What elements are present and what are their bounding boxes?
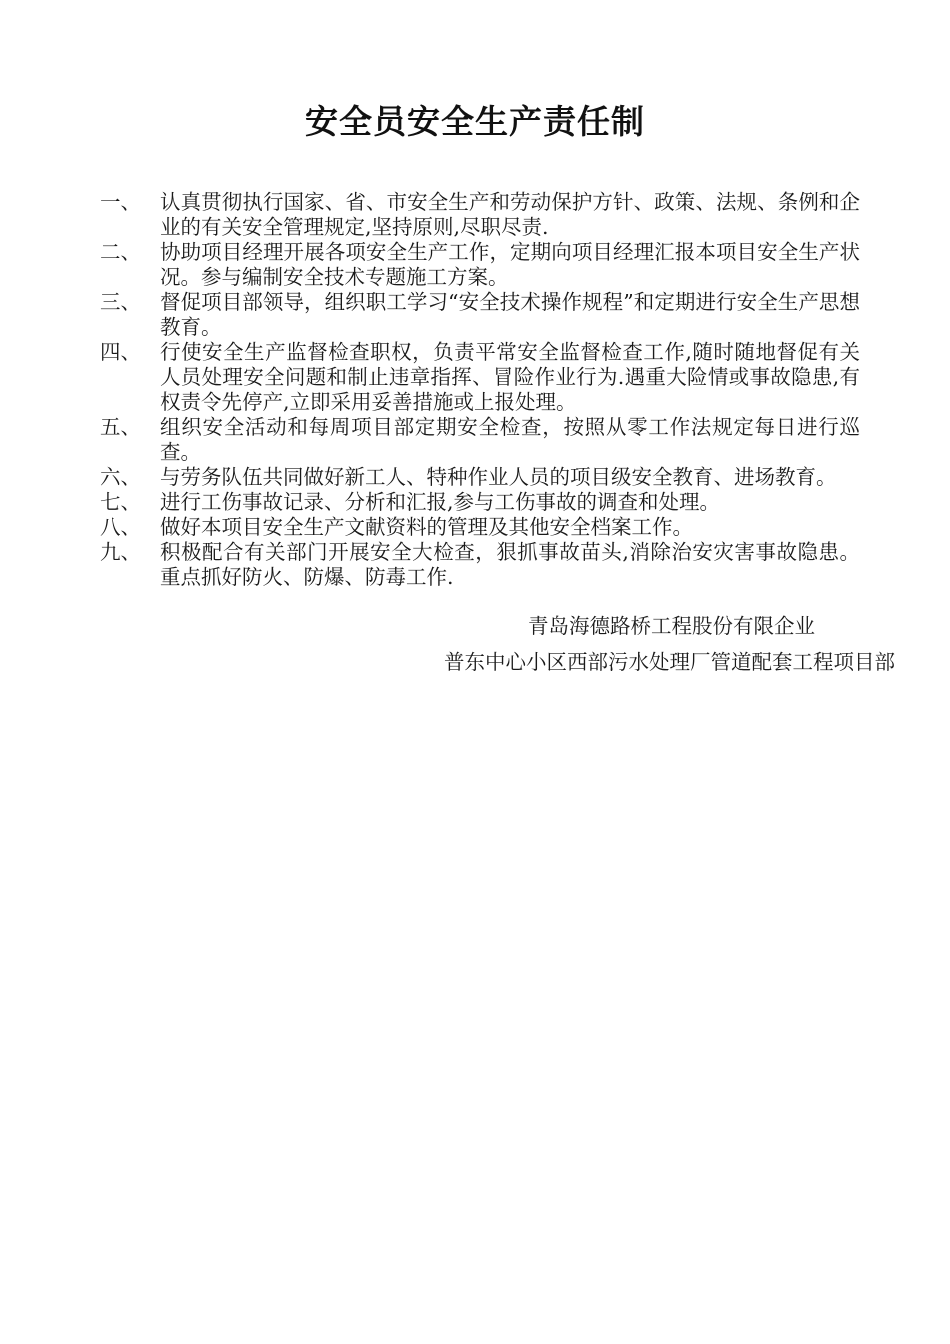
document-title: 安全员安全生产责任制 — [305, 102, 645, 141]
list-item — [100, 465, 860, 490]
item-text: 与劳务队伍共同做好新工人、特种作业人员的项目级安全教育、进场教育。 — [160, 465, 837, 489]
project-department: 普东中心小区西部污水处理厂管道配套工程项目部 — [444, 650, 895, 674]
list-item — [100, 290, 860, 340]
item-number: 一、 — [100, 190, 141, 214]
responsibility-list — [100, 190, 860, 590]
item-number: 四、 — [100, 340, 141, 364]
list-item — [100, 415, 860, 465]
item-number: 三、 — [100, 290, 141, 314]
list-item — [100, 190, 860, 240]
list-item — [100, 540, 860, 590]
item-text: 组织安全活动和每周项目部定期安全检查，按照从零工作法规定每日进行巡查。 — [160, 415, 860, 464]
item-text: 协助项目经理开展各项安全生产工作，定期向项目经理汇报本项目安全生产状况。参与编制安全技术专题施工方案。 — [160, 240, 860, 289]
list-item — [100, 240, 860, 290]
item-text: 认真贯彻执行国家、省、市安全生产和劳动保护方针、政策、法规、条例和企业的有关安全管理规定,坚持原则,尽职尽责. — [160, 190, 860, 239]
item-number: 六、 — [100, 465, 141, 489]
organization-name: 青岛海德路桥工程股份有限企业 — [528, 614, 815, 638]
item-number: 九、 — [100, 540, 141, 564]
item-number: 七、 — [100, 490, 141, 514]
item-text: 积极配合有关部门开展安全大检查，狠抓事故苗头,消除治安灾害事故隐患。重点抓好防火、防爆、防毒工作. — [160, 540, 860, 589]
item-text: 进行工伤事故记录、分析和汇报,参与工伤事故的调查和处理。 — [160, 490, 721, 514]
item-number: 二、 — [100, 240, 141, 264]
item-text: 做好本项目安全生产文献资料的管理及其他安全档案工作。 — [160, 515, 693, 539]
item-text: 行使安全生产监督检查职权，负责平常安全监督检查工作,随时随地督促有关人员处理安全问题和制止违章指挥、冒险作业行为.遇重大险情或事故隐患,有权责令先停产,立即采用妥善措施或上报处理。 — [160, 340, 860, 414]
list-item — [100, 490, 860, 515]
item-number: 八、 — [100, 515, 141, 539]
list-item — [100, 515, 860, 540]
list-item — [100, 340, 860, 415]
item-text: 督促项目部领导，组织职工学习“安全技术操作规程”和定期进行安全生产思想教育。 — [160, 290, 860, 339]
item-number: 五、 — [100, 415, 141, 439]
